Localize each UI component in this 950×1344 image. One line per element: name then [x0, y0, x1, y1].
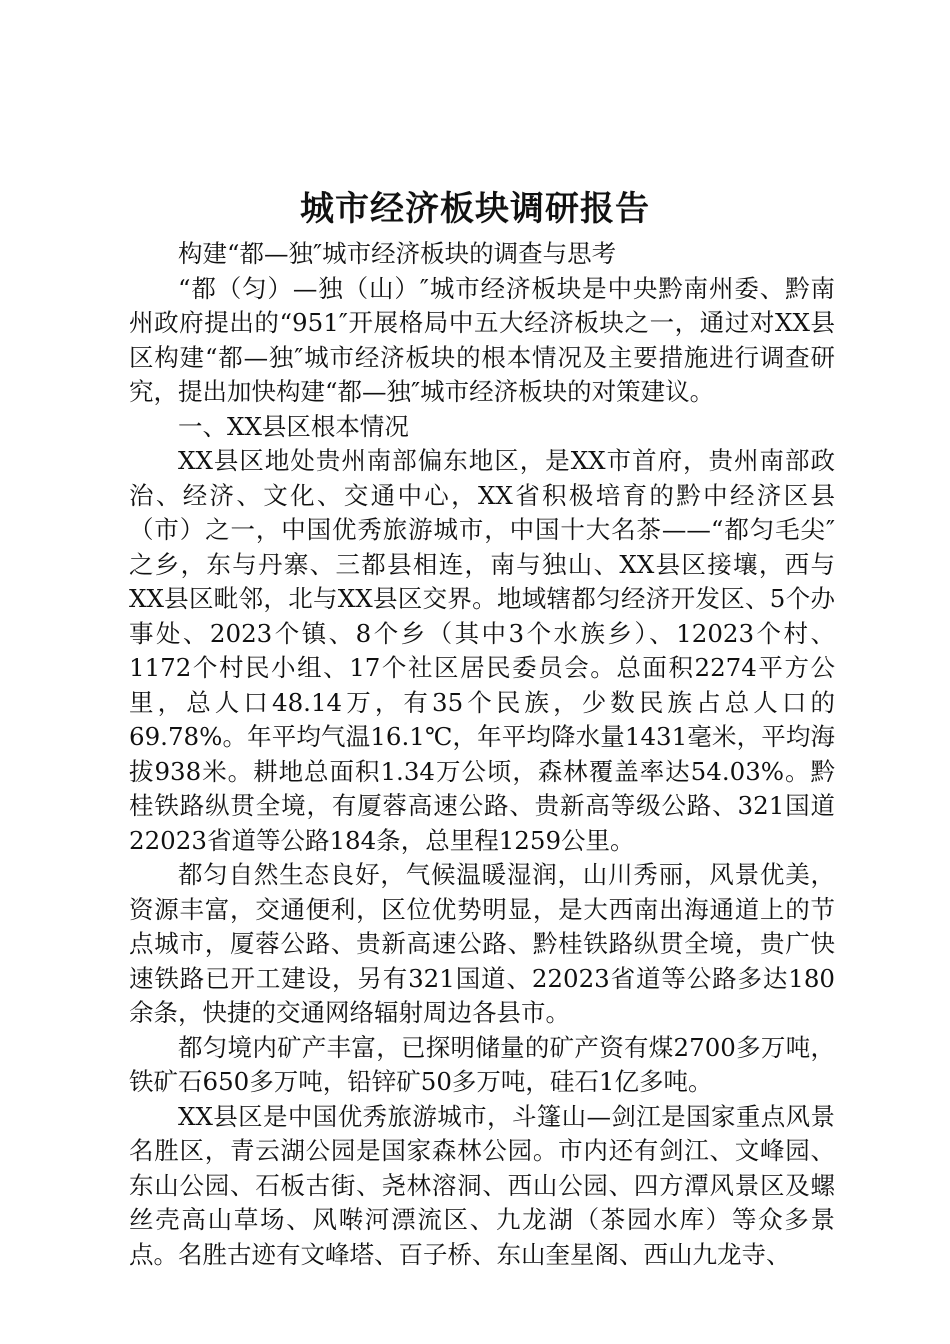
document-title: 城市经济板块调研报告	[300, 189, 650, 229]
paragraph-minerals: 都匀境内矿产丰富，已探明储量的矿产资有煤2700多万吨，铁矿石650多万吨，铅锌矿50多万吨，硅石1亿多吨。	[129, 1032, 835, 1096]
paragraph-tourism: XX县区是中国优秀旅游城市，斗篷山—剑江是国家重点风景名胜区，青云湖公园是国家森林公园。市内还有剑江、文峰园、东山公园、石板古街、尧林溶洞、西山公园、四方潭风景区及螺丝壳高山草场、风啭河漂流区、九龙湖（茶园水库）等众多景点。名胜古迹有文峰塔、百子桥、东山奎星阁、西山九龙寺、	[129, 1101, 835, 1269]
section-heading: 一、XX县区根本情况	[178, 411, 409, 441]
paragraph-overview: XX县区地处贵州南部偏东地区，是XX市首府，贵州南部政治、经济、文化、交通中心，XX省积极培育的黔中经济区县（市）之一，中国优秀旅游城市，中国十大名茶——“都匀毛尖″之乡，东与丹寨、三都县相连，南与独山、XX县区接壤，西与XX县区毗邻，北与XX县区交界。地域辖都匀经济开发区、5个办事处、2023个镇、8个乡（其中3个水族乡）、12023个村、1172个村民小组、17个社区居民委员会。总面积2274平方公里，总人口48.14万，有35个民族，少数民族占总人口的69.78%。年平均气温16.1℃，年平均降水量1431毫米，平均海拔938米。耕地总面积1.34万公顷，森林覆盖率达54.03%。黔桂铁路纵贯全境，有厦蓉高速公路、贵新高等级公路、321国道22023省道等公路184条，总里程1259公里。	[129, 446, 835, 855]
paragraph-subtitle: 构建“都—独″城市经济板块的调查与思考	[178, 239, 617, 268]
paragraph-intro: “都（匀）—独（山）″城市经济板块是中央黔南州委、黔南州政府提出的“951″开展格局中五大经济板块之一，通过对XX县区构建“都—独″城市经济板块的根本情况及主要措施进行调查研究，提出加快构建“都—独″城市经济板块的对策建议。	[129, 273, 835, 406]
document-body	[129, 237, 835, 1272]
paragraph-ecology: 都匀自然生态良好，气候温暖湿润，山川秀丽，风景优美，资源丰富，交通便利，区位优势明显，是大西南出海通道上的节点城市，厦蓉公路、贵新高速公路、黔桂铁路纵贯全境，贵广快速铁路已开工建设，另有321国道、22023省道等公路多达180余条，快捷的交通网络辐射周边各县市。	[129, 860, 835, 1027]
